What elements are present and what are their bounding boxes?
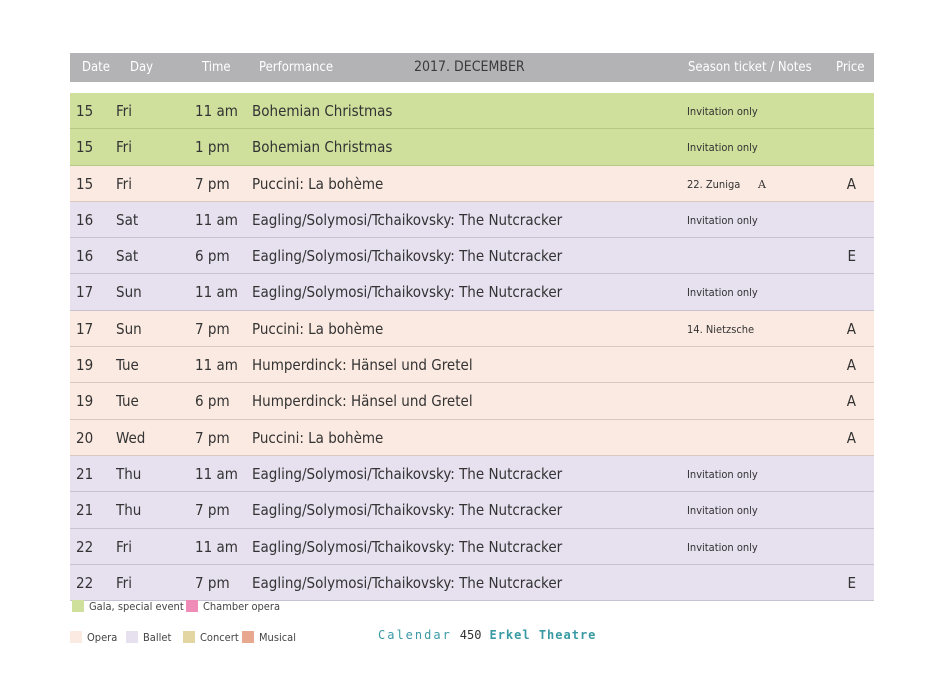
- table-row: [70, 492, 874, 528]
- row-date: 17: [76, 283, 94, 302]
- row-day: Fri: [116, 138, 132, 157]
- legend-label: Concert: [200, 631, 239, 644]
- row-time: 11 am: [195, 464, 238, 483]
- header-notes: Season ticket / Notes: [688, 60, 812, 75]
- legend-musical: [242, 631, 296, 644]
- row-day: Sat: [116, 210, 139, 229]
- table-row: [70, 202, 874, 238]
- row-price: E: [847, 573, 856, 592]
- table-row: [70, 420, 874, 456]
- row-note: Invitation only: [687, 141, 758, 155]
- row-performance: Puccini: La bohème: [252, 319, 384, 338]
- table-row: [70, 347, 874, 383]
- row-time: 1 pm: [195, 138, 230, 157]
- schedule-table: [70, 93, 874, 601]
- row-performance: Eagling/Solymosi/Tchaikovsky: The Nutcracker: [252, 537, 563, 556]
- row-time: 11 am: [195, 356, 238, 375]
- legend-swatch: [242, 631, 254, 643]
- legend-swatch: [183, 631, 195, 643]
- row-date: 20: [76, 428, 94, 447]
- legend-swatch: [126, 631, 138, 643]
- row-day: Tue: [116, 356, 139, 375]
- legend-label: Chamber opera: [203, 600, 281, 613]
- row-note: 14. Nietzsche: [687, 322, 755, 336]
- row-day: Sun: [116, 319, 142, 338]
- legend-swatch: [186, 600, 198, 612]
- row-date: 22: [76, 537, 94, 556]
- table-row: [70, 529, 874, 565]
- row-performance: Humperdinck: Hänsel und Gretel: [252, 392, 473, 411]
- row-performance: Eagling/Solymosi/Tchaikovsky: The Nutcracker: [252, 501, 563, 520]
- row-day: Tue: [116, 392, 139, 411]
- row-date: 21: [76, 501, 94, 520]
- row-performance: Puccini: La bohème: [252, 174, 384, 193]
- row-performance: Eagling/Solymosi/Tchaikovsky: The Nutcracker: [252, 247, 563, 266]
- table-row: [70, 238, 874, 274]
- row-date: 19: [76, 356, 94, 375]
- row-note: Invitation only: [687, 504, 758, 518]
- legend-concert: [183, 631, 239, 644]
- row-time: 7 pm: [195, 428, 230, 447]
- row-day: Fri: [116, 537, 132, 556]
- row-note: Invitation only: [687, 467, 758, 481]
- row-performance: Eagling/Solymosi/Tchaikovsky: The Nutcracker: [252, 210, 563, 229]
- row-day: Fri: [116, 174, 132, 193]
- table-row: [70, 129, 874, 165]
- row-time: 11 am: [195, 283, 238, 302]
- row-performance: Puccini: La bohème: [252, 428, 384, 447]
- row-note: Invitation only: [687, 286, 758, 300]
- row-date: 19: [76, 392, 94, 411]
- legend-opera: [70, 631, 117, 644]
- row-date: 15: [76, 174, 94, 193]
- row-note: 22. Zuniga: [687, 177, 741, 191]
- row-price: A: [846, 174, 856, 193]
- row-performance: Eagling/Solymosi/Tchaikovsky: The Nutcracker: [252, 464, 563, 483]
- row-day: Sat: [116, 247, 139, 266]
- row-day: Thu: [116, 501, 142, 520]
- legend-chamber-opera: [186, 600, 280, 613]
- row-day: Sun: [116, 283, 142, 302]
- header-time: Time: [202, 60, 231, 75]
- row-time: 11 am: [195, 210, 238, 229]
- row-performance: Bohemian Christmas: [252, 102, 393, 120]
- legend-ballet: [126, 631, 171, 644]
- row-day: Wed: [116, 428, 146, 447]
- row-price: A: [846, 392, 856, 411]
- header-month: 2017. DECEMBER: [414, 59, 525, 75]
- table-row: [70, 456, 874, 492]
- row-time: 6 pm: [195, 247, 230, 266]
- row-date: 15: [76, 102, 94, 120]
- row-note: Invitation only: [687, 213, 758, 227]
- row-date: 17: [76, 319, 94, 338]
- row-time: 6 pm: [195, 392, 230, 411]
- table-row: [70, 166, 874, 202]
- row-time: 11 am: [195, 102, 238, 120]
- header-price: Price: [836, 60, 865, 75]
- header-date: Date: [82, 60, 110, 75]
- legend-swatch: [70, 631, 82, 643]
- row-date: 15: [76, 138, 94, 157]
- table-row: [70, 311, 874, 347]
- legend-swatch: [72, 600, 84, 612]
- row-performance: Eagling/Solymosi/Tchaikovsky: The Nutcracker: [252, 573, 563, 592]
- table-row: [70, 93, 874, 129]
- row-time: 7 pm: [195, 174, 230, 193]
- row-time: 7 pm: [195, 319, 230, 338]
- legend-label: Opera: [87, 631, 118, 644]
- table-row: [70, 383, 874, 419]
- table-row: [70, 565, 874, 601]
- row-time: 7 pm: [195, 501, 230, 520]
- page-footer: [378, 628, 596, 643]
- page-number: 450: [459, 628, 482, 642]
- row-day: Thu: [116, 464, 142, 483]
- row-mark: A: [758, 177, 766, 191]
- row-performance: Eagling/Solymosi/Tchaikovsky: The Nutcracker: [252, 283, 563, 302]
- row-price: A: [846, 428, 856, 447]
- row-note: Invitation only: [687, 105, 758, 118]
- row-price: A: [846, 319, 856, 338]
- row-note: Invitation only: [687, 540, 758, 554]
- row-price: A: [846, 356, 856, 375]
- row-price: E: [847, 247, 856, 266]
- legend-label: Musical: [259, 631, 296, 644]
- row-time: 7 pm: [195, 573, 230, 592]
- row-date: 16: [76, 210, 94, 229]
- row-day: Fri: [116, 573, 132, 592]
- row-performance: Humperdinck: Hänsel und Gretel: [252, 356, 473, 375]
- footer-theatre: Erkel Theatre: [489, 628, 597, 642]
- row-date: 21: [76, 464, 94, 483]
- legend-gala: [72, 600, 184, 613]
- table-row: [70, 274, 874, 310]
- row-time: 11 am: [195, 537, 238, 556]
- row-day: Fri: [116, 102, 132, 120]
- header-performance: Performance: [259, 60, 334, 75]
- legend-label: Gala, special event: [89, 600, 184, 613]
- row-date: 16: [76, 247, 94, 266]
- legend-label: Ballet: [143, 631, 172, 644]
- footer-calendar: Calendar: [378, 628, 452, 642]
- row-performance: Bohemian Christmas: [252, 138, 393, 157]
- row-date: 22: [76, 573, 94, 592]
- header-day: Day: [130, 60, 154, 75]
- table-header: [70, 53, 874, 82]
